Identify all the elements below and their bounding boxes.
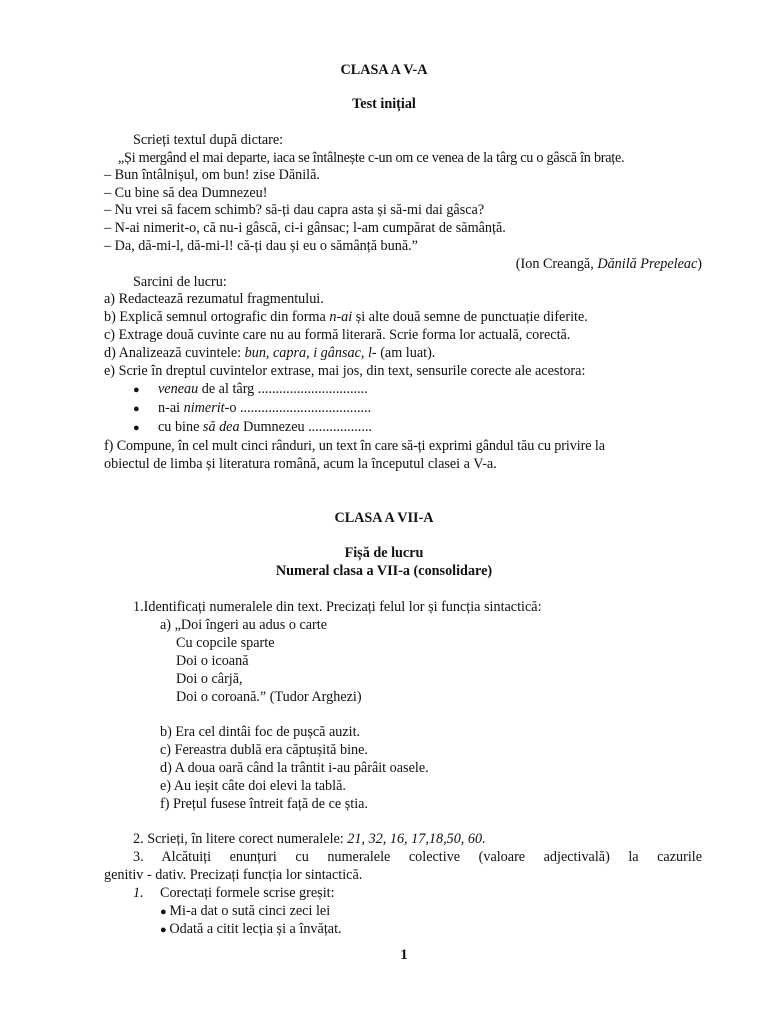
bullet-icon: ● <box>133 422 140 434</box>
dialogue-line: – Nu vrei să facem schimb? să-ți dau capra asta și să-mi dai gâsca? <box>104 202 485 218</box>
bullet-icon: ● <box>133 384 140 396</box>
worksheet-title: Fișă de lucru <box>344 545 424 561</box>
exercise-3: 3. Alcătuiți enunțuri cu numeralele colective (valoare adjectivală) la cazurile <box>133 849 702 865</box>
item-emphasis: să dea <box>202 419 240 435</box>
sentence-item: c) Fereastra dublă era căptușită bine. <box>160 742 368 758</box>
item-emphasis: nimerit <box>183 400 225 416</box>
list-item <box>160 921 342 939</box>
item-text: n-ai <box>158 400 184 416</box>
section-heading: CLASA A VII-A <box>334 510 434 526</box>
task-d <box>104 345 435 362</box>
dialogue-line: – Bun întâlnișul, om bun! zise Dănilă. <box>104 167 320 183</box>
task-d-text: d) Analizează cuvintele: <box>104 345 245 361</box>
dialogue-line: „Și mergând el mai departe, iaca se întâlnește c-un om ce venea de la târg cu o gâscă în brațe. <box>118 150 625 166</box>
dialogue-line: – Cu bine să dea Dumnezeu! <box>104 185 268 201</box>
sentence-item: f) Prețul fusese întreit față de ce știa. <box>160 796 368 812</box>
section-heading: CLASA A V-A <box>340 62 428 78</box>
item-text: Mi-a dat o sută cinci zeci lei <box>169 903 331 919</box>
task-e: e) Scrie în dreptul cuvintelor extrase, mai jos, din text, sensurile corecte ale acestora: <box>104 363 586 379</box>
sentence-item: b) Era cel dintâi foc de pușcă auzit. <box>160 724 361 740</box>
task-d-emphasis: bun, capra, i gânsac, l- <box>244 345 377 361</box>
task-f: f) Compune, în cel mult cinci rânduri, un text în care să-ți exprimi gândul tău cu privire la <box>104 438 605 454</box>
item-text-end: de al târg ............................... <box>198 381 368 397</box>
worksheet-subtitle: Numeral clasa a VII-a (consolidare) <box>275 563 493 579</box>
poem-line: Doi o coroană.” (Tudor Arghezi) <box>176 689 362 705</box>
list-item <box>133 419 372 437</box>
sentence-item: e) Au ieșit câte doi elevi la tablă. <box>160 778 346 794</box>
task-b-text-end: și alte două semne de punctuație diferite. <box>352 309 588 325</box>
page-number: 1 <box>400 947 408 963</box>
item-text-end: Dumnezeu .................. <box>239 419 372 435</box>
task-a: a) Redactează rezumatul fragmentului. <box>104 291 324 307</box>
bullet-icon: ● <box>160 924 170 936</box>
list-item <box>133 381 368 399</box>
task-c: c) Extrage două cuvinte care nu au formă literară. Scrie forma lor actuală, corectă. <box>104 327 571 343</box>
task-f-continued: obiectul de limba și literatura română, acum la începutul clasei a V-a. <box>104 456 497 472</box>
source-prefix: (Ion Creangă, <box>515 256 598 272</box>
poem-line: Doi o icoană <box>176 653 249 669</box>
exercise-2-numbers: 21, 32, 16, 17,18,50, 60. <box>347 831 486 847</box>
source-title: Dănilă Prepeleac <box>597 256 698 272</box>
item-text: cu bine <box>158 419 203 435</box>
section-subheading: Test inițial <box>352 96 416 112</box>
tasks-label: Sarcini de lucru: <box>133 274 227 290</box>
poem-line: Cu copcile sparte <box>176 635 275 651</box>
text-source <box>516 256 702 273</box>
exercise-2 <box>133 831 486 848</box>
task-b-text: b) Explică semnul ortografic din forma <box>104 309 330 325</box>
list-item <box>133 400 371 418</box>
item-text-end: -o ..................................... <box>224 400 372 416</box>
task-b <box>104 309 588 326</box>
task-b-emphasis: n-ai <box>329 309 353 325</box>
task-d-text-end: (am luat). <box>376 345 436 361</box>
exercise-4-number: 1. <box>133 885 144 901</box>
list-item <box>160 903 330 921</box>
exercise-1: 1.Identificați numeralele din text. Precizați felul lor și funcția sintactică: <box>133 599 542 615</box>
item-emphasis: veneau <box>158 381 199 397</box>
sentence-item: d) A doua oară când la trântit i-au pârâit oasele. <box>160 760 429 776</box>
source-suffix: ) <box>697 256 702 272</box>
exercise-2-text: 2. Scrieți, în litere corect numeralele: <box>133 831 348 847</box>
poem-line: a) „Doi îngeri au adus o carte <box>160 617 328 633</box>
dictation-intro: Scrieți textul după dictare: <box>133 132 284 148</box>
bullet-icon: ● <box>160 906 170 918</box>
dialogue-line: – N-ai nimerit-o, că nu-i gâscă, ci-i gânsac; l-am cumpărat de sămânță. <box>104 220 506 236</box>
exercise-4-text: Corectați formele scrise greșit: <box>160 885 335 901</box>
dialogue-line: – Da, dă-mi-l, dă-mi-l! că-ți dau și eu o sămânță bună.” <box>104 238 418 254</box>
bullet-icon: ● <box>133 403 140 415</box>
item-text: Odată a citit lecția și a învățat. <box>169 921 342 937</box>
exercise-4 <box>133 885 335 902</box>
exercise-3-continued: genitiv - dativ. Precizați funcția lor sintactică. <box>104 867 363 883</box>
poem-line: Doi o cârjă, <box>176 671 243 687</box>
